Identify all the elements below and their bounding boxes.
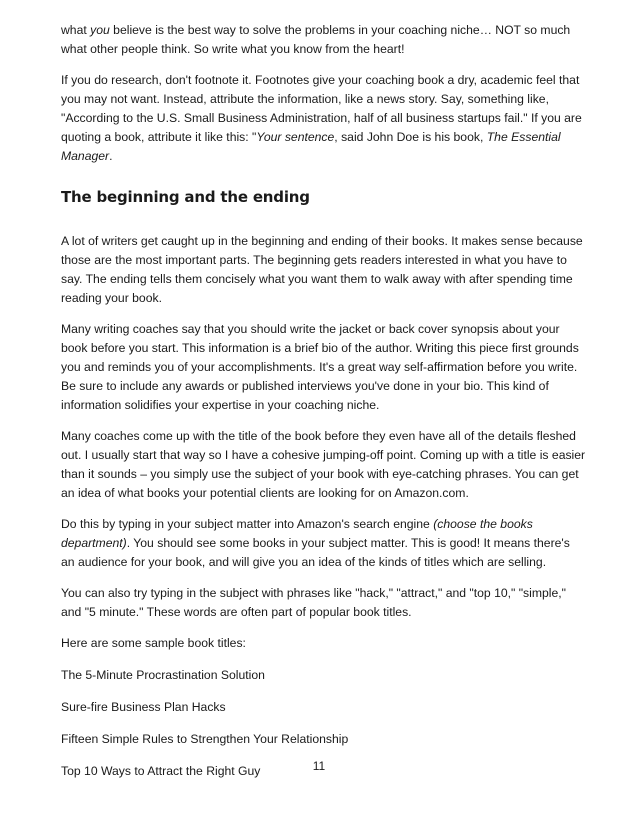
emphasis-you: you [90,23,110,37]
section-paragraph-2: Many writing coaches say that you should write the jacket or back cover synopsis about your book before you start. This information is a brief bio of the author. Writing this piece first grounds you and reminds you of your accomplishments. It's a great way self-affirmation before you write. Be sure to include any awards or published interviews you've done in your bio. This kind of information solidifies your expertise in your coaching niche. [61,322,579,412]
emphasis-book-title: The Essential Manager [61,130,561,163]
sample-title: Top 10 Ways to Attract the Right Guy [61,764,261,778]
emphasis-books-department: (choose the books department) [61,517,533,550]
sample-title: Sure-fire Business Plan Hacks [61,700,226,714]
sample-title: The 5-Minute Procrastination Solution [61,668,265,682]
intro-paragraph-1: what you believe is the best way to solve the problems in your coaching niche… NOT so much what other people think. So write what you know from the heart! [61,23,571,56]
section-heading: The beginning and the ending [61,188,310,206]
section-paragraph-1: A lot of writers get caught up in the beginning and ending of their books. It makes sense because those are the most important parts. The beginning gets readers interested in what you have to say. The ending tells them concisely what you want them to walk away with after spending time reading your book. [61,234,583,305]
page-number: 11 [312,759,326,773]
emphasis-your-sentence: Your sentence [256,130,335,144]
section-paragraph-4: Do this by typing in your subject matter into Amazon's search engine (choose the books department). You should see some books in your subject matter. This is good! It means there's an audience for your book, and will give you an idea of the kinds of titles which are selling. [61,517,570,569]
section-paragraph-6: Here are some sample book titles: [61,636,246,650]
sample-title: Fifteen Simple Rules to Strengthen Your Relationship [61,732,349,746]
section-paragraph-5: You can also try typing in the subject with phrases like "hack," "attract," and "top 10," "simple," and "5 minute." These words are often part of popular book titles. [61,586,566,619]
section-paragraph-3: Many coaches come up with the title of the book before they even have all of the details fleshed out. I usually start that way so I have a cohesive jumping-off point. Coming up with a title is easier than it sounds – you simply use the subject of your book with eye-catching phrases. You can get an idea of what books your potential clients are looking for on Amazon.com. [61,429,586,500]
intro-paragraph-2: If you do research, don't footnote it. Footnotes give your coaching book a dry, academic feel that you may not want. Instead, attribute the information, like a news story. Say, something like, "According to the U.S. Small Business Administration, half of all business startups fail." If you are quoting a book, attribute it like this: "Your sentence, said John Doe is his book, The Essential Manager. [61,73,582,163]
page-content [61,21,586,794]
